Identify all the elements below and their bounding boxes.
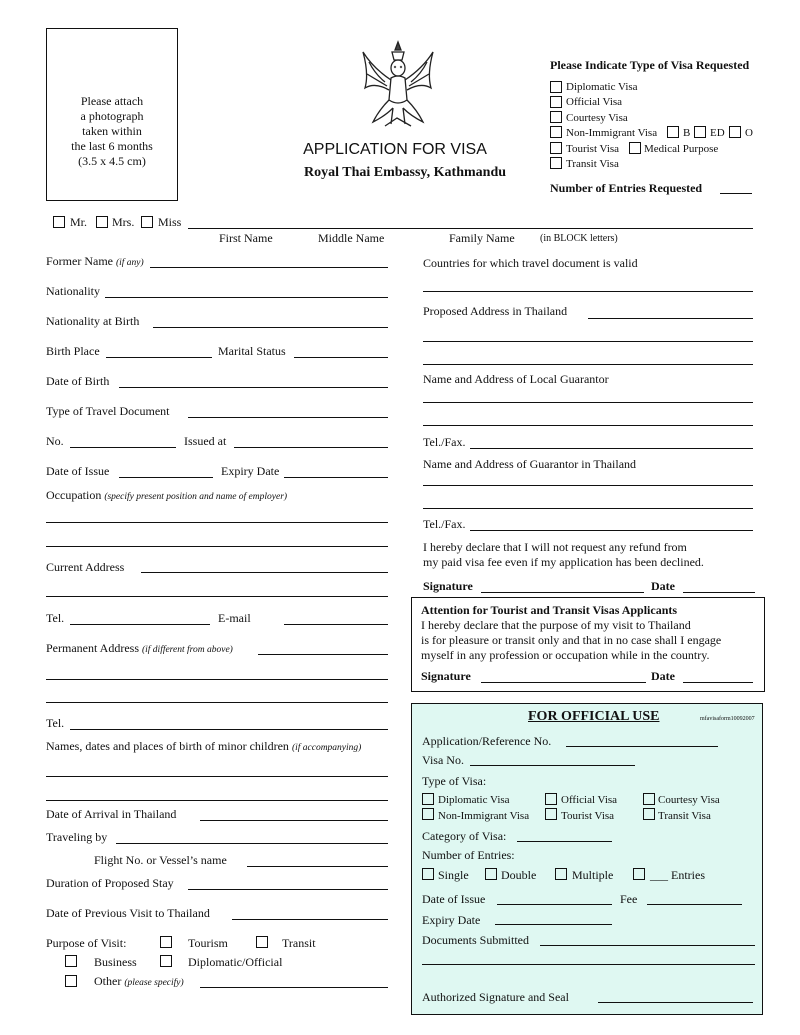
official-label-date-of-issue: Date of Issue [422,892,486,906]
official-label-transit: Transit Visa [658,810,711,822]
label-document-no: No. [46,434,64,448]
official-checkbox-diplomatic[interactable] [422,793,434,805]
label-purpose-of-visit: Purpose of Visit: [46,936,127,950]
label-occupation: Occupation (specify present position and name of employer) [46,488,288,502]
travel-document-field[interactable] [188,417,388,418]
tel-field[interactable] [70,624,210,625]
official-label-official: Official Visa [561,794,618,806]
official-checkbox-transit[interactable] [643,808,655,820]
authorized-signature-field[interactable] [598,1002,753,1003]
attention-signature-field[interactable] [481,682,646,683]
attention-date-field[interactable] [683,682,753,683]
date-field[interactable] [683,592,755,593]
label-tel-fax-2: Tel./Fax. [423,517,466,531]
checkbox-mr[interactable] [53,216,65,228]
label-tel: Tel. [46,611,65,625]
checkbox-tourism[interactable] [160,936,172,948]
nationality-field[interactable] [105,297,388,298]
form-subtitle: Royal Thai Embassy, Kathmandu [303,165,507,180]
label-type-of-visa: Type of Visa: [422,774,487,788]
label-transit-visa: Transit Visa [566,158,619,170]
proposed-address-field-line-2[interactable] [423,341,753,342]
form-title: APPLICATION FOR VISA [303,141,487,158]
label-non-immigrant-o: O [745,127,753,139]
garuda-emblem-icon [355,38,441,130]
tel-fax-1-field[interactable] [470,448,753,449]
checkbox-non-immigrant-o[interactable] [729,126,741,138]
birth-place-field[interactable] [106,357,212,358]
checkbox-non-immigrant-ed[interactable] [694,126,706,138]
label-travel-document: Type of Travel Document [46,404,170,418]
permanent-address-field-line-2[interactable] [46,679,388,680]
checkbox-non-immigrant-b[interactable] [667,126,679,138]
entries-requested-field[interactable] [720,193,752,194]
checkbox-business[interactable] [65,955,77,967]
traveling-by-field[interactable] [116,843,388,844]
official-label-fee: Fee [620,892,638,906]
attention-line-2: is for pleasure or transit only and that in no case shall I engage [421,633,722,647]
former-name-field[interactable] [150,267,388,268]
photo-box [46,28,178,201]
label-courtesy-visa: Courtesy Visa [566,112,628,124]
label-non-immigrant-b: B [683,127,691,139]
official-checkbox-double[interactable] [485,868,497,880]
attention-date-label: Date [651,669,675,683]
official-use-heading: FOR OFFICIAL USE [528,709,660,724]
label-application-reference: Application/Reference No. [422,734,552,748]
label-proposed-address: Proposed Address in Thailand [423,304,568,318]
checkbox-official-visa[interactable] [550,96,562,108]
official-checkbox-official[interactable] [545,793,557,805]
official-label-n-entries: ___ Entries [650,868,705,882]
visa-no-field[interactable] [470,765,635,766]
documents-submitted-field-line-1[interactable] [540,945,755,946]
attention-line-3: myself in any profession or occupation while in the country. [421,648,710,662]
label-traveling-by: Traveling by [46,830,108,844]
label-block-letters: (in BLOCK letters) [540,233,618,244]
occupation-field-line-1[interactable] [46,522,388,523]
tel-2-field[interactable] [70,729,388,730]
label-tourism: Tourism [188,936,228,950]
official-label-multiple: Multiple [572,868,614,882]
thai-guarantor-field-line-1[interactable] [423,485,753,486]
label-date-of-birth: Date of Birth [46,374,110,388]
refund-declaration-line-2: my paid visa fee even if my application has been declined. [423,555,704,569]
checkbox-diplomatic-visa[interactable] [550,81,562,93]
photo-instructions: Please attach a photograph taken within the last 6 months (3.5 x 4.5 cm) [71,94,153,168]
label-birth-place: Birth Place [46,344,100,358]
document-no-field[interactable] [70,447,176,448]
label-diplomatic-official: Diplomatic/Official [188,955,283,969]
date-of-issue-field[interactable] [119,477,213,478]
label-authorized-signature: Authorized Signature and Seal [422,990,569,1004]
label-former-name: Former Name (if any) [46,254,144,268]
label-permanent-address: Permanent Address (if different from above) [46,641,233,655]
arrival-date-field[interactable] [200,820,388,821]
official-label-tourist: Tourist Visa [561,810,615,822]
label-tourist-visa: Tourist Visa [566,143,620,155]
official-label-single: Single [438,868,469,882]
label-nationality: Nationality [46,284,100,298]
thai-guarantor-field-line-2[interactable] [423,508,753,509]
official-label-diplomatic: Diplomatic Visa [438,794,510,806]
official-checkbox-multiple[interactable] [555,868,567,880]
attention-line-1: I hereby declare that the purpose of my visit to Thailand [421,618,691,632]
nationality-at-birth-field[interactable] [153,327,388,328]
label-first-name: First Name [219,231,273,245]
application-reference-field[interactable] [566,746,718,747]
official-date-of-issue-field[interactable] [497,904,612,905]
label-tel-2: Tel. [46,716,65,730]
label-duration-of-stay: Duration of Proposed Stay [46,876,174,890]
label-date-of-issue: Date of Issue [46,464,110,478]
minor-children-field-line-1[interactable] [46,776,388,777]
full-name-field[interactable] [188,228,753,229]
expiry-date-field[interactable] [284,477,388,478]
label-previous-visit: Date of Previous Visit to Thailand [46,906,210,920]
label-date: Date [651,579,675,593]
official-checkbox-tourist[interactable] [545,808,557,820]
label-countries-valid: Countries for which travel document is valid [423,256,638,270]
label-minor-children: Names, dates and places of birth of minor children (if accompanying) [46,739,362,753]
checkbox-transit[interactable] [256,936,268,948]
label-tel-fax-1: Tel./Fax. [423,435,466,449]
local-guarantor-field-line-1[interactable] [423,402,753,403]
official-expiry-date-field[interactable] [495,924,612,925]
date-of-birth-field[interactable] [119,387,388,388]
signature-field[interactable] [481,592,644,593]
checkbox-diplomatic-official[interactable] [160,955,172,967]
entries-requested-label: Number of Entries Requested [550,181,703,195]
category-of-visa-field[interactable] [517,841,612,842]
label-marital-status: Marital Status [218,344,286,358]
official-label-courtesy: Courtesy Visa [658,794,720,806]
checkbox-mrs[interactable] [96,216,108,228]
label-signature: Signature [423,579,473,593]
label-medical-purpose: Medical Purpose [644,143,719,155]
other-purpose-field[interactable] [200,987,388,988]
issued-at-field[interactable] [234,447,388,448]
official-checkbox-n-entries[interactable] [633,868,645,880]
refund-declaration-line-1: I hereby declare that I will not request any refund from [423,540,687,554]
previous-visit-field[interactable] [232,919,388,920]
label-non-immigrant-visa: Non-Immigrant Visa [566,127,658,139]
official-label-non-immigrant: Non-Immigrant Visa [438,810,530,822]
label-email: E-mail [218,611,251,625]
label-mrs: Mrs. [112,215,135,229]
label-flight-vessel: Flight No. or Vessel’s name [94,853,227,867]
label-thai-guarantor: Name and Address of Guarantor in Thailand [423,457,637,471]
official-checkbox-single[interactable] [422,868,434,880]
documents-submitted-field-line-2[interactable] [422,964,755,965]
label-local-guarantor: Name and Address of Local Guarantor [423,372,609,386]
permanent-address-field-line-3[interactable] [46,702,388,703]
proposed-address-field-line-3[interactable] [423,364,753,365]
current-address-field-line-2[interactable] [46,596,388,597]
label-non-immigrant-ed: ED [710,127,725,139]
label-issued-at: Issued at [184,434,227,448]
flight-vessel-field[interactable] [247,866,388,867]
official-checkbox-non-immigrant[interactable] [422,808,434,820]
email-field[interactable] [284,624,388,625]
label-official-visa: Official Visa [566,96,623,108]
checkbox-non-immigrant-visa[interactable] [550,126,562,138]
checkbox-transit-visa[interactable] [550,157,562,169]
label-transit: Transit [282,936,316,950]
label-other: Other (please specify) [94,974,184,988]
proposed-address-field-line-1[interactable] [588,318,753,319]
label-nationality-at-birth: Nationality at Birth [46,314,140,328]
minor-children-field-line-2[interactable] [46,800,388,801]
label-expiry-date: Expiry Date [221,464,280,478]
label-category-of-visa: Category of Visa: [422,829,507,843]
attention-signature-label: Signature [421,669,471,683]
tel-fax-2-field[interactable] [470,530,753,531]
label-arrival-date: Date of Arrival in Thailand [46,807,177,821]
form-code: mfavisaform10092007 [700,716,755,722]
official-checkbox-courtesy[interactable] [643,793,655,805]
label-business: Business [94,955,137,969]
checkbox-tourist-visa[interactable] [550,142,562,154]
marital-status-field[interactable] [294,357,388,358]
label-middle-name: Middle Name [318,231,385,245]
attention-heading: Attention for Tourist and Transit Visas Applicants [421,603,678,617]
permanent-address-field-line-1[interactable] [258,654,388,655]
checkbox-courtesy-visa[interactable] [550,111,562,123]
label-miss: Miss [158,215,182,229]
current-address-field-line-1[interactable] [141,572,388,573]
label-family-name: Family Name [449,231,515,245]
official-label-expiry-date: Expiry Date [422,913,481,927]
official-fee-field[interactable] [647,904,742,905]
visa-type-heading: Please Indicate Type of Visa Requested [550,58,750,72]
checkbox-other[interactable] [65,975,77,987]
checkbox-medical-purpose[interactable] [629,142,641,154]
local-guarantor-field-line-2[interactable] [423,425,753,426]
official-label-double: Double [501,868,537,882]
label-visa-no: Visa No. [422,753,464,767]
label-mr: Mr. [70,215,88,229]
label-number-of-entries: Number of Entries: [422,848,515,862]
duration-of-stay-field[interactable] [188,889,388,890]
occupation-field-line-2[interactable] [46,546,388,547]
label-current-address: Current Address [46,560,125,574]
checkbox-miss[interactable] [141,216,153,228]
label-documents-submitted: Documents Submitted [422,933,529,947]
countries-valid-field[interactable] [423,291,753,292]
label-diplomatic-visa: Diplomatic Visa [566,81,638,93]
